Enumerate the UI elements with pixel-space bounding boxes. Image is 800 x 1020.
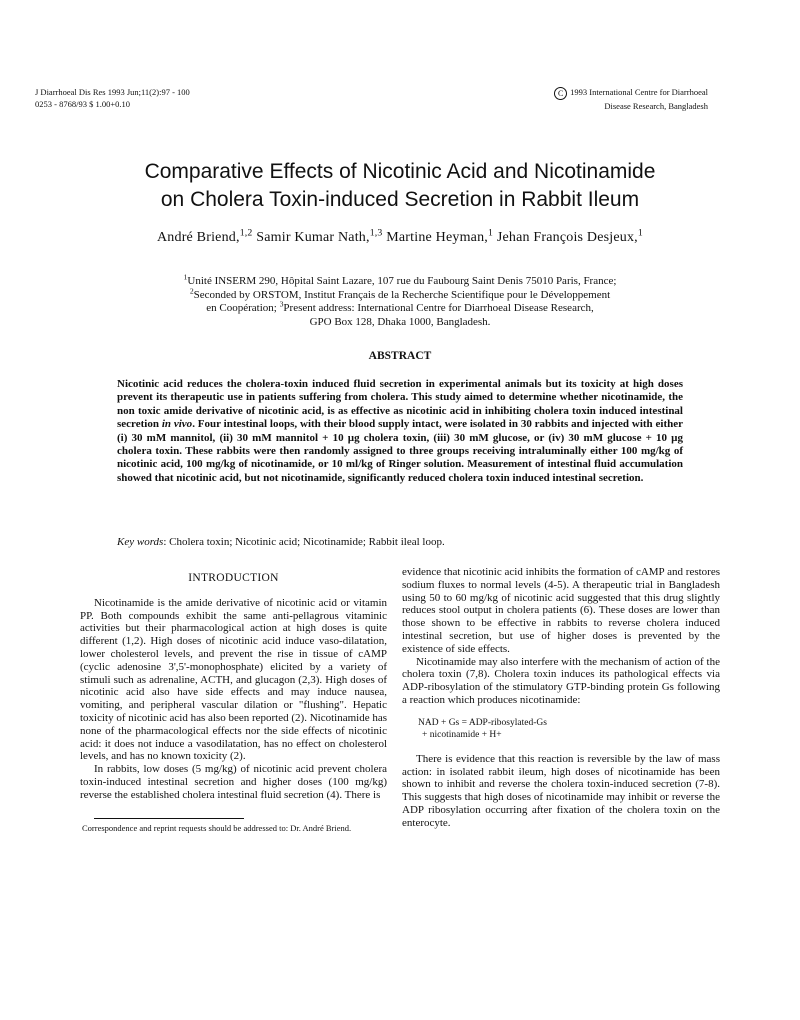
author-name: André Briend, (156, 230, 240, 245)
keywords-text: : Cholera toxin; Nicotinic acid; Nicotinamide; Rabbit ileal loop. (163, 536, 445, 548)
affiliation-line-2: Seconded by ORSTOM, Institut Français de la Recherche Scientifique pour le Développement (193, 288, 611, 301)
author-name: Martine Heyman, (386, 230, 488, 245)
paragraph: Nicotinamide may also interfere with the mechanism of action of the cholera toxin (7,8). Cholera toxin induces its pathological effects via ADP-ribosylation of the stimulatory GTP-binding protein Gs following a reaction which produces nicotinamide: (402, 655, 720, 706)
paragraph: Nicotinamide is the amide derivative of nicotinic acid or vitamin PP. Both compounds exhibit the same anti-pellagrous vitaminic activities but their pharmacological action at high doses is quite different (1,2). High doses of nicotinic acid induce vaso-dilatation, lower cholesterol levels, and prevent the rise in tissue of cAMP (cyclic adenosine 3',5'-monophosphate) elicited by a variety of stimuli such as adrenaline, ACTH, and glucagon (2,3). High doses of nicotinic acid also have side effects and may induce nausea, vomiting, and peripheral vascular dilation or "flushing". Hepatic toxicity of nicotinic acid has also been reported (2). Nicotinamide has none of the pharmacological effects nor the side effects of nicotinic acid: it does not induce a vasodilatation, has no effect on cholesterol levels, and has no known toxicity (2). (80, 596, 387, 763)
abstract-text-part-2: . Four intestinal loops, with their blood supply intact, were isolated in 30 rabbits and injected with either (i) 30 mM mannitol, (ii) 30 mM mannitol + 10 µg cholera toxin, (iii) 30 mM glucose, or (iv) 30 mM glucose + 10 µg cholera toxin. These rabbits were then randomly assigned to three groups receiving intraluminally either 100 mg/kg of nicotinic acid, 100 mg/kg of nicotinamide, or 10 ml/kg of Ringer solution. Measurement of intestinal fluid accumulation showed that nicotinic acid, but not nicotinamide, significantly reduced cholera toxin induced intestinal secretion. (117, 418, 684, 484)
equation-line-1: NAD + Gs = ADP-ribosylated-Gs (418, 717, 547, 728)
title-line-1: Comparative Effects of Nicotinic Acid and Nicotinamide (144, 160, 656, 183)
abstract-heading: ABSTRACT (368, 350, 432, 362)
reaction-equation (418, 717, 720, 741)
paragraph: evidence that nicotinic acid inhibits the formation of cAMP and restores sodium fluxes to normal levels (4-5). A therapeutic trial in Bangladesh using 50 to 60 mg/kg of nicotinic acid suggested that this drug slightly reduces stool output in cholera patients (6). These doses are lower than those shown to be effective in rabbits to reverse cholera induced intestinal secretion, but use of higher doses is prevented by the existence of side effects. (402, 566, 720, 655)
paper-title (60, 158, 740, 214)
copyright-line-2: Disease Research, Bangladesh (604, 100, 708, 111)
affiliations: $^1$Unité INSERM 290, Hôpital Saint Lazare, 107 rue du Faubourg Saint Denis 75010 Paris, France; $^2$Seconded by ORSTOM, Institut Français de la Recherche Scientifique pour le Développement en Coopération; $^3$Present address: International Centre for Diarrhoeal Disease Research, GPO Box 128, Dhaka 1000, Bangladesh. (80, 275, 720, 329)
abstract-text-italic: in vivo (161, 418, 193, 431)
footnote-rule (94, 818, 244, 819)
author-name: Jehan François Desjeux, (496, 230, 638, 245)
affiliation-line-3b: Present address: International Centre for Diarrhoeal Disease Research, (283, 302, 594, 314)
paragraph: In rabbits, low doses (5 mg/kg) of nicotinic acid prevent cholera toxin-induced intestinal secretion and higher doses (100 mg/kg) reverse the established cholera intestinal fluid secretion (4). There is (80, 763, 387, 801)
author-name: Samir Kumar Nath, (256, 230, 370, 245)
abstract-body (117, 378, 683, 485)
copyright-icon: C (554, 87, 567, 100)
abstract-text-part-1: Nicotinic acid reduces the cholera-toxin induced fluid secretion in experimental animals but its toxicity at high doses prevent its therapeutic use in patients suffering from cholera. This study aimed to determine whether nicotinamide, the non toxic amide derivative of nicotinic acid, is as effective as nicotinic acid in inhibiting cholera toxin induced intestinal secretion (117, 378, 683, 431)
title-line-2: on Cholera Toxin-induced Secretion in Rabbit Ileum (160, 188, 640, 211)
keywords-label: Key words (117, 536, 164, 548)
author-affiliation-marker: 1,2 (239, 227, 253, 239)
journal-line-1: J Diarrhoeal Dis Res 1993 Jun;11(2):97 - 100 (35, 87, 190, 97)
copyright-line-1: 1993 International Centre for Diarrhoeal (570, 87, 708, 97)
author-list (60, 227, 740, 246)
left-column (80, 566, 387, 834)
keywords (117, 536, 683, 548)
author-affiliation-marker: 1,3 (369, 227, 383, 239)
author-affiliation-marker: 1 (637, 227, 643, 239)
section-heading-introduction: INTRODUCTION (188, 572, 279, 584)
equation-line-2: + nicotinamide + H+ (422, 729, 502, 740)
author-affiliation-marker: 1 (488, 227, 494, 239)
paragraph: There is evidence that this reaction is reversible by the law of mass action: in isolated rabbit ileum, high doses of nicotinamide has been shown to inhibit and reverse the cholera toxin-induced secretion (7-8). This suggests that high doses of nicotinamide may inhibit or reverse the ADP ribosylation occurring after fixation of the cholera toxin on the enterocyte. (402, 752, 720, 829)
journal-line-2: 0253 - 8768/93 $ 1.00+0.10 (35, 99, 130, 109)
affiliation-line-4: GPO Box 128, Dhaka 1000, Bangladesh. (309, 315, 491, 328)
copyright-notice (554, 86, 708, 112)
correspondence-footnote: Correspondence and reprint requests should be addressed to: Dr. André Briend. (82, 822, 352, 833)
right-column (402, 566, 720, 830)
affiliation-line-1: Unité INSERM 290, Hôpital Saint Lazare, 107 rue du Faubourg Saint Denis 75010 Paris, France; (187, 275, 617, 287)
affiliation-line-3a: en Coopération; (206, 302, 277, 314)
journal-citation (35, 86, 190, 110)
